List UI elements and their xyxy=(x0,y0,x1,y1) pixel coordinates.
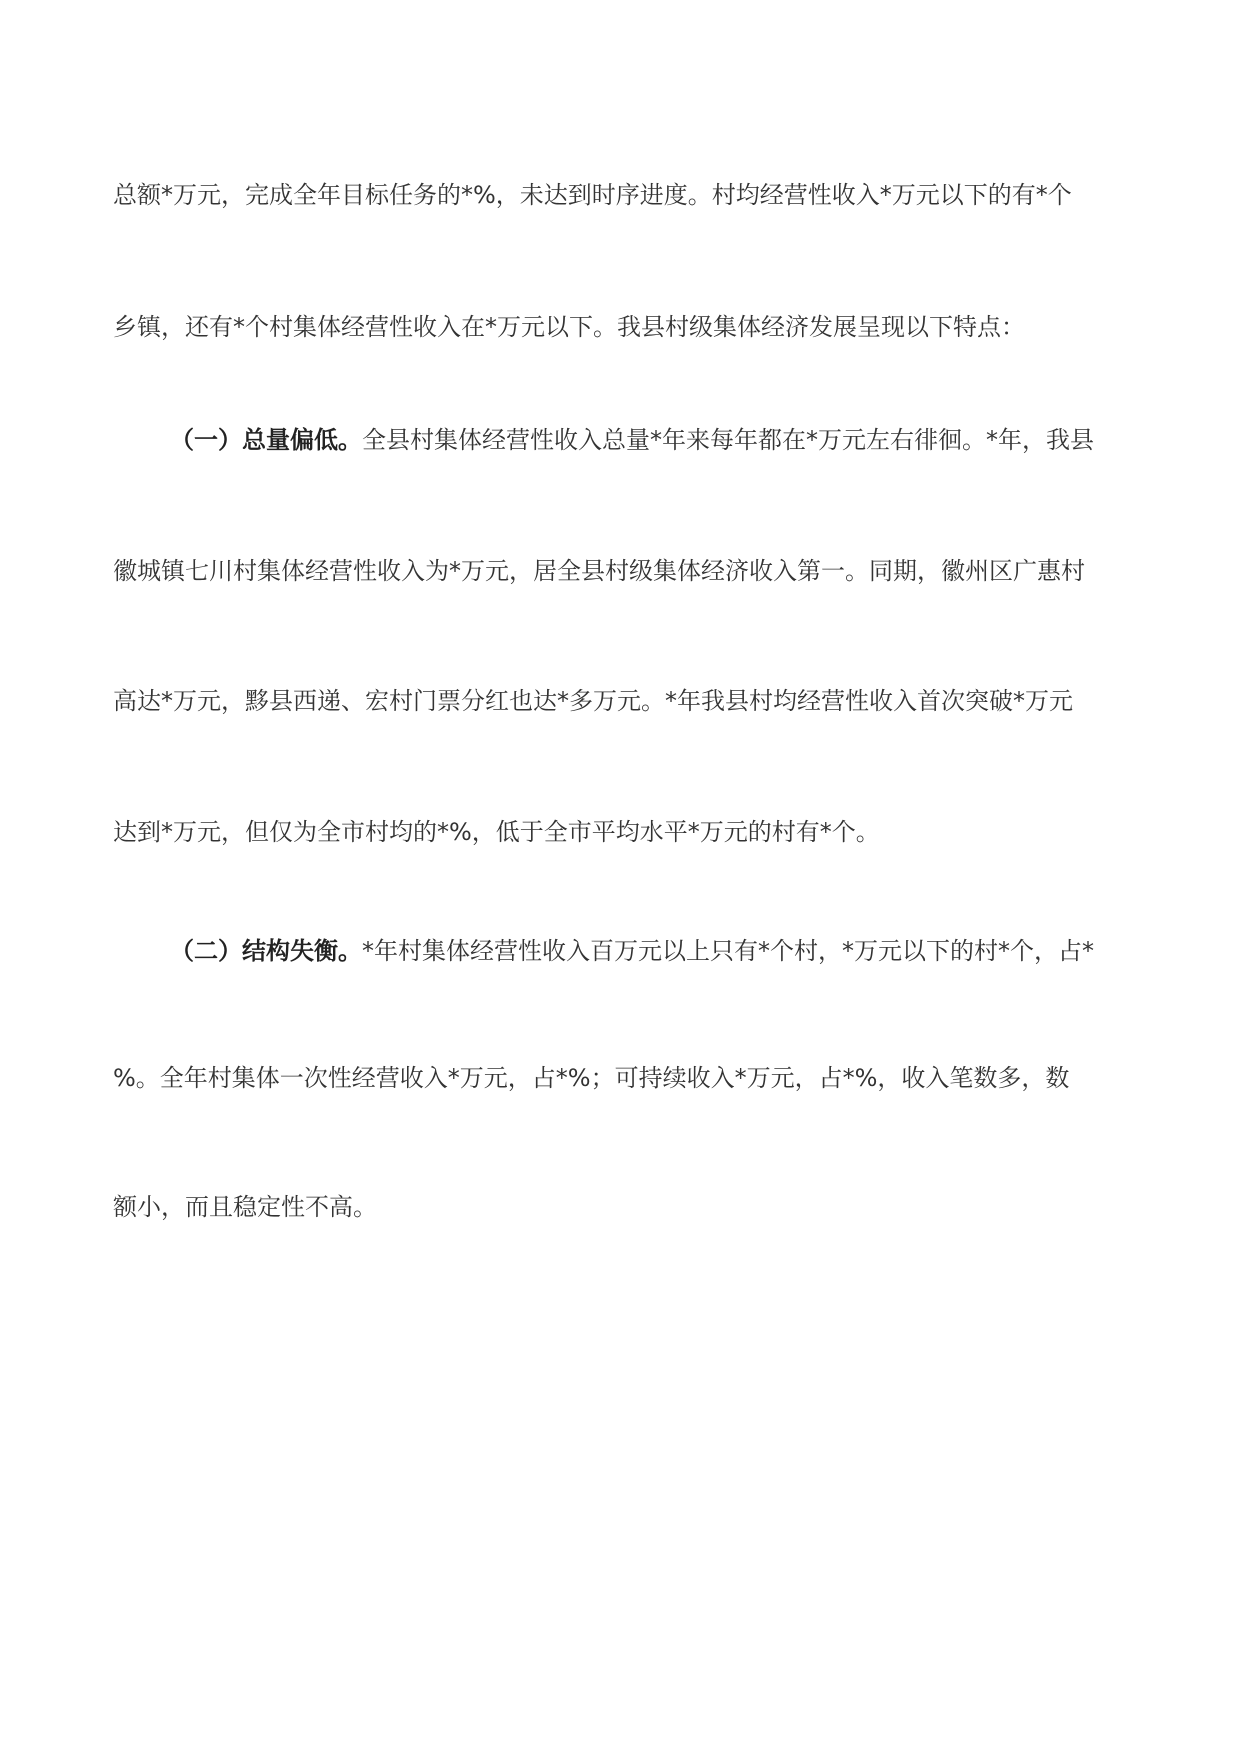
section-one-line xyxy=(170,425,1094,455)
paragraph-line: 额小，而且稳定性不高。 xyxy=(113,1193,377,1221)
paragraph-line: 总额*万元，完成全年目标任务的*%，未达到时序进度。村均经营性收入*万元以下的有*个 xyxy=(113,181,1072,209)
paragraph-line: 达到*万元，但仅为全市村均的*%，低于全市平均水平*万元的村有*个。 xyxy=(113,818,880,846)
paragraph-line: 高达*万元，黟县西递、宏村门票分红也达*多万元。*年我县村均经营性收入首次突破*万元 xyxy=(113,687,1073,715)
section-text: *年村集体经营性收入百万元以上只有*个村，*万元以下的村*个，占* xyxy=(362,937,1094,965)
section-heading-two: （二）结构失衡。 xyxy=(170,937,362,965)
paragraph-line: 徽城镇七川村集体经营性收入为*万元，居全县村级集体经济收入第一。同期，徽州区广惠村 xyxy=(113,557,1085,585)
section-text: 全县村集体经营性收入总量*年来每年都在*万元左右徘徊。*年，我县 xyxy=(362,426,1094,454)
section-two-line xyxy=(170,936,1094,966)
section-heading-one: （一）总量偏低。 xyxy=(170,426,362,454)
paragraph-line: %。全年村集体一次性经营收入*万元，占*%；可持续收入*万元，占*%，收入笔数多，数 xyxy=(113,1064,1070,1092)
paragraph-line: 乡镇，还有*个村集体经营性收入在*万元以下。我县村级集体经济发展呈现以下特点： xyxy=(113,313,1025,341)
